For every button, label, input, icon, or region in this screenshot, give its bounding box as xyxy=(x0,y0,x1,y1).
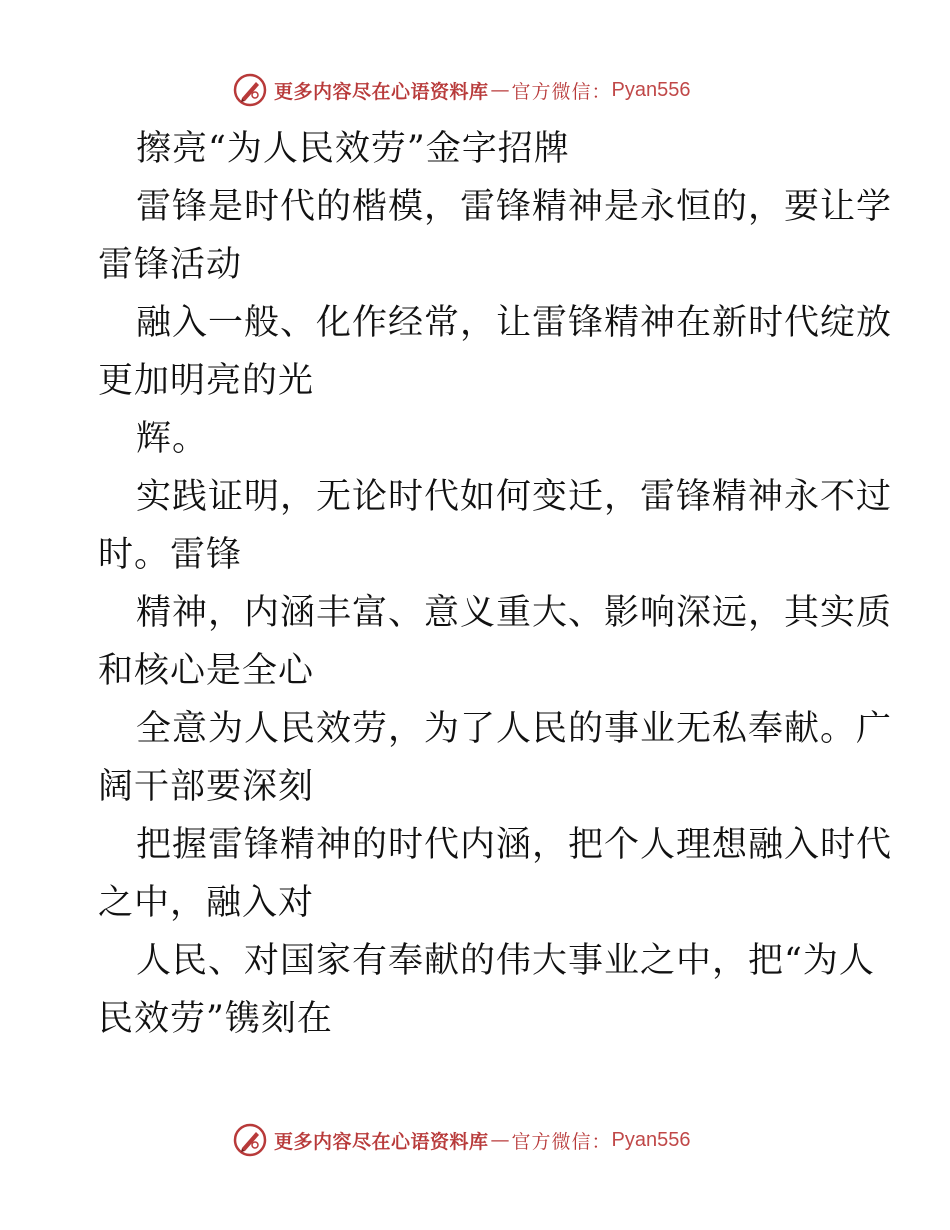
banner-wechat-id: Pyan556 xyxy=(611,78,691,101)
text-line: 民效劳”镌刻在 xyxy=(98,999,333,1039)
banner-text: 更多内容尽在心语资料库 xyxy=(274,1130,489,1153)
footer-banner xyxy=(232,1120,691,1160)
text-line: 和核心是全心 xyxy=(98,651,315,691)
pen-nib-logo-icon xyxy=(232,1122,268,1158)
banner-dash: — xyxy=(490,79,510,101)
document-body xyxy=(98,120,893,1048)
text-line: 全意为人民效劳，为了人民的事业无私奉献。广 xyxy=(136,709,893,749)
text-line: 雷锋是时代的楷模，雷锋精神是永恒的，要让学 xyxy=(136,187,893,227)
text-line: 雷锋活动 xyxy=(98,245,243,285)
text-line: 更加明亮的光 xyxy=(98,361,315,401)
banner-wechat-id: Pyan556 xyxy=(611,1128,691,1151)
text-line: 辉。 xyxy=(136,419,209,459)
text-line: 之中，融入对 xyxy=(98,883,315,923)
text-line: 融入一般、化作经常，让雷锋精神在新时代绽放 xyxy=(136,303,893,343)
banner-dash: — xyxy=(490,1129,510,1151)
text-line: 人民、对国家有奉献的伟大事业之中，把“为人 xyxy=(136,941,875,981)
banner-official-label: 官方微信： xyxy=(511,1130,612,1153)
pen-nib-logo-icon xyxy=(232,72,268,108)
text-line: 时。雷锋 xyxy=(98,535,243,575)
text-line: 实践证明，无论时代如何变迁，雷锋精神永不过 xyxy=(136,477,893,517)
text-line: 擦亮“为人民效劳”金字招牌 xyxy=(136,129,570,169)
text-line: 精神，内涵丰富、意义重大、影响深远，其实质 xyxy=(136,593,893,633)
banner-text: 更多内容尽在心语资料库 xyxy=(274,80,489,103)
text-line: 阔干部要深刻 xyxy=(98,767,315,807)
text-line: 把握雷锋精神的时代内涵，把个人理想融入时代 xyxy=(136,825,893,865)
banner-official-label: 官方微信： xyxy=(511,80,612,103)
header-banner xyxy=(232,70,691,110)
